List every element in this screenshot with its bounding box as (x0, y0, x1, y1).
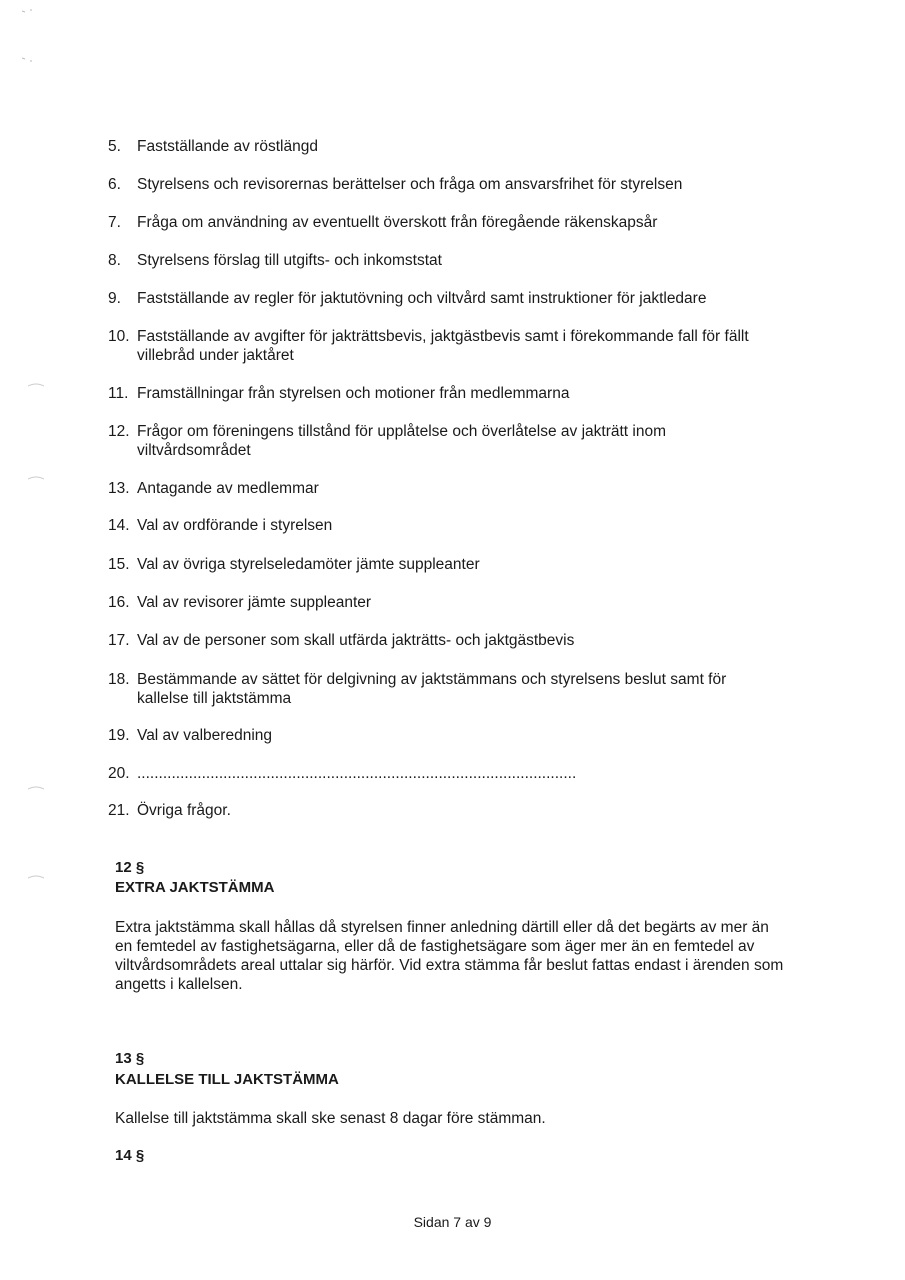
agenda-number: 5. (108, 138, 121, 155)
agenda-number: 19. (108, 727, 130, 744)
agenda-item (108, 137, 788, 156)
agenda-number: 14. (108, 517, 130, 534)
agenda-text: Fråga om användning av eventuellt överskott från föregående räkenskapsår (137, 214, 658, 231)
section-number: 13 § (115, 1050, 145, 1067)
scan-speck (22, 8, 38, 14)
section-number: 14 § (115, 1147, 145, 1164)
scan-speck (28, 475, 44, 481)
agenda-text: Antagande av medlemmar (137, 480, 319, 497)
agenda-item (108, 384, 788, 403)
agenda-number: 11. (108, 385, 129, 402)
section-body: Extra jaktstämma skall hållas då styrelsen finner anledning därtill eller då det begärts av mer än en femtedel av fastighetsägarna, eller då de fastighetsägare som äger mer än en femtedel av viltvårdsområdets areal uttalar sig härför. Vid extra stämma får beslut fattas endast i ärenden som angetts i kallelsen. (115, 919, 784, 993)
agenda-text: Styrelsens och revisorernas berättelser och fråga om ansvarsfrihet för styrelsen (137, 176, 683, 193)
agenda-number: 16. (108, 594, 130, 611)
scan-speck (28, 785, 44, 791)
agenda-number: 17. (108, 632, 130, 649)
agenda-text: Val av de personer som skall utfärda jakträtts- och jaktgästbevis (137, 632, 575, 649)
agenda-text: Bestämmande av sättet för delgivning av jaktstämmans och styrelsens beslut samt för kallelse till jaktstämma (137, 671, 727, 707)
agenda-item (108, 327, 768, 365)
agenda-text: Frågor om föreningens tillstånd för upplåtelse och överlåtelse av jakträtt inom viltvårdsområdet (137, 423, 666, 459)
agenda-number: 12. (108, 423, 130, 440)
agenda-item (108, 422, 728, 460)
section-title: KALLELSE TILL JAKTSTÄMMA (115, 1071, 339, 1088)
agenda-text: Fastställande av regler för jaktutövning och viltvård samt instruktioner för jaktledare (137, 290, 707, 307)
agenda-number: 10. (108, 328, 130, 345)
scan-speck (28, 382, 44, 388)
agenda-item (108, 175, 788, 194)
agenda-item (108, 479, 788, 498)
agenda-text: Fastställande av avgifter för jakträttsbevis, jaktgästbevis samt i förekommande fall för fällt villebråd under jaktåret (137, 328, 749, 364)
agenda-number: 6. (108, 176, 121, 193)
agenda-item (108, 251, 788, 270)
agenda-number: 20. (108, 765, 130, 782)
agenda-item (108, 801, 788, 820)
agenda-item (108, 289, 788, 308)
agenda-text: ...................................................................................................... (137, 765, 577, 782)
agenda-number: 15. (108, 556, 130, 573)
section-body: Kallelse till jaktstämma skall ske senast 8 dagar före stämman. (115, 1110, 546, 1127)
section-title: EXTRA JAKTSTÄMMA (115, 879, 275, 896)
agenda-number: 8. (108, 252, 121, 269)
agenda-text: Framställningar från styrelsen och motioner från medlemmarna (137, 385, 570, 402)
agenda-text: Val av revisorer jämte suppleanter (137, 594, 372, 611)
agenda-number: 9. (108, 290, 121, 307)
agenda-text: Fastställande av röstlängd (137, 138, 318, 155)
agenda-text: Val av övriga styrelseledamöter jämte suppleanter (137, 556, 480, 573)
page-number-label: Sidan 7 av 9 (413, 1214, 492, 1230)
agenda-text: Styrelsens förslag till utgifts- och inkomststat (137, 252, 442, 269)
agenda-number: 21. (108, 802, 130, 819)
agenda-text: Övriga frågor. (137, 802, 231, 819)
agenda-number: 13. (108, 480, 130, 497)
agenda-item (108, 555, 788, 574)
agenda-item (108, 726, 788, 745)
agenda-item (108, 631, 788, 650)
agenda-item (108, 764, 648, 783)
section-number: 12 § (115, 859, 145, 876)
agenda-item (108, 213, 788, 232)
agenda-number: 18. (108, 671, 130, 688)
agenda-number: 7. (108, 214, 121, 231)
agenda-text: Val av ordförande i styrelsen (137, 517, 333, 534)
agenda-text: Val av valberedning (137, 727, 272, 744)
agenda-item (108, 670, 768, 708)
scan-speck (28, 874, 44, 880)
agenda-item (108, 516, 788, 535)
scan-speck (22, 56, 38, 62)
agenda-item (108, 593, 788, 612)
